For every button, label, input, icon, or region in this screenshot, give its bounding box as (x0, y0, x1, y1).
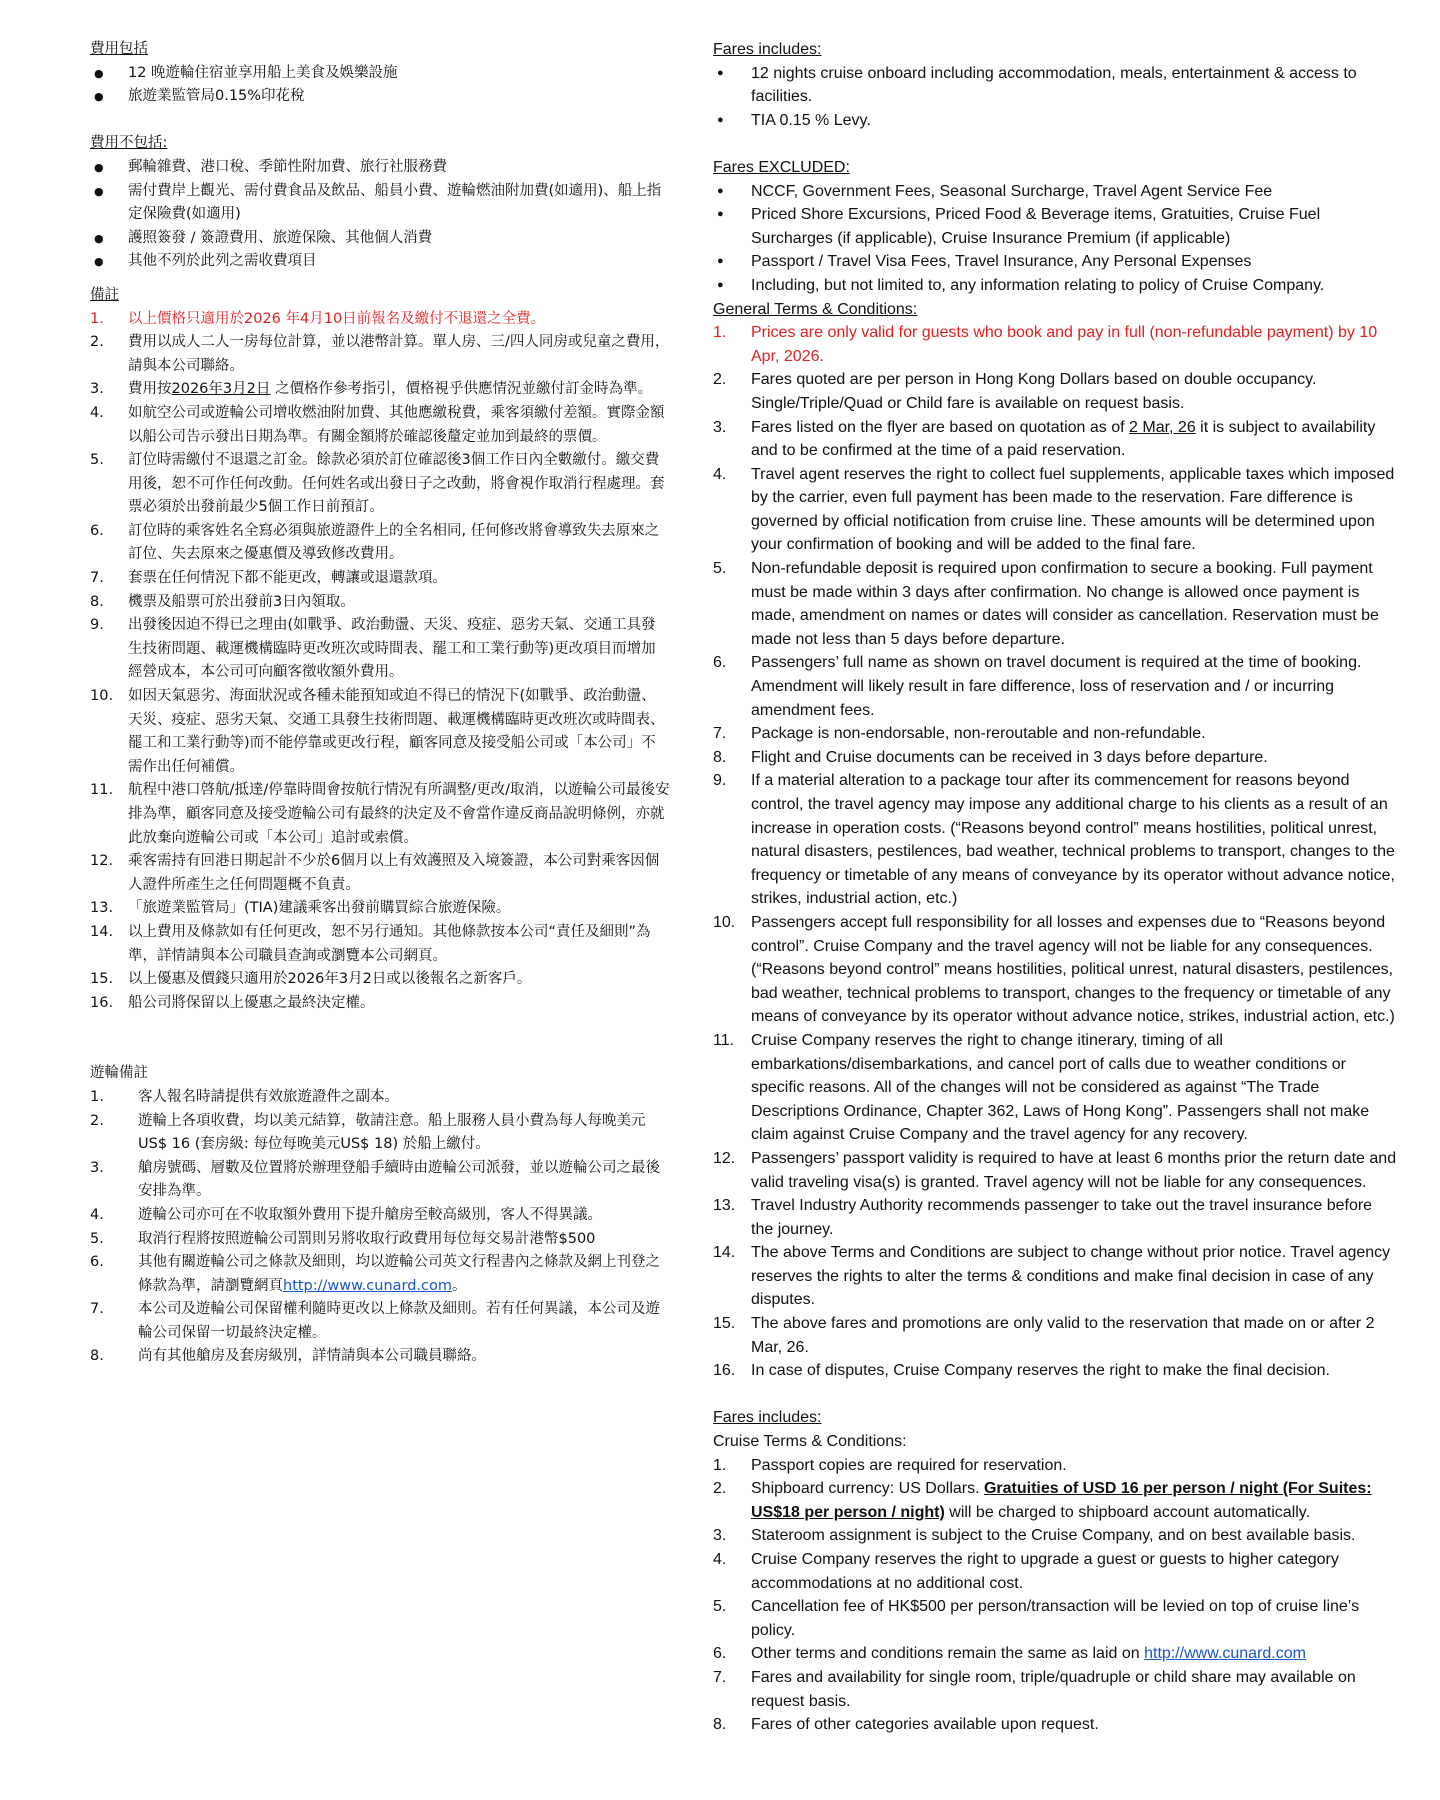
item-text: 以上優惠及價錢只適用於2026年3月2日或以後報名之新客戶。 (128, 971, 532, 988)
fares-includes-list (713, 62, 1398, 133)
list-item: ● 12 nights cruise onboard including accommodation, meals, entertainment & access to facilities. (713, 62, 1398, 109)
item-number: 5. (90, 452, 104, 469)
cunard-link[interactable]: http://www.cunard.com (1144, 1645, 1306, 1663)
list-item (90, 1251, 670, 1298)
list-item (90, 449, 670, 520)
cruise-remarks-heading: 遊輪備註 (90, 1065, 148, 1082)
remarks-list (90, 308, 670, 1016)
list-item (90, 1228, 670, 1252)
item-number: 1. (713, 1456, 727, 1474)
item-number: 4. (90, 404, 104, 421)
list-item (90, 402, 670, 449)
fares-includes-heading: Fares includes: (713, 41, 822, 58)
item-number: 10. (90, 688, 114, 705)
general-terms-list (713, 321, 1398, 1383)
item-number: 5. (90, 1230, 104, 1247)
remarks-heading: 備註 (90, 286, 119, 303)
item-text: 如因天氣惡劣、海面狀況或各種未能預知或迫不得已的情況下(如戰爭、政治動盪、天災、疫症、惡劣天氣、交通工具發生技術問題、載運機構臨時更改班次或時間表、罷工和工業行動等)而不能停靠或更改行程，顧客同意及接受船公司或「本公司」不需作出任何補償。 (128, 688, 665, 775)
item-number: 9. (90, 617, 104, 634)
item-text: 尚有其他艙房及套房級別，詳情請與本公司職員聯絡。 (138, 1348, 486, 1365)
item-text: 。 (452, 1277, 467, 1294)
list-item (713, 1642, 1398, 1666)
item-text: Package is non-endorsable, non-reroutable and non-refundable. (751, 725, 1206, 743)
item-number: 2. (713, 371, 727, 389)
item-number: 3. (90, 381, 104, 398)
item-text: 艙房號碼、層數及位置將於辦理登船手續時由遊輪公司派發，並以遊輪公司之最後安排為準。 (138, 1159, 660, 1200)
list-item (90, 520, 670, 567)
list-item (713, 1029, 1398, 1147)
item-text: Prices are only valid for guests who book and pay in full (non-refundable payment) by 10 Apr, 2026. (751, 324, 1378, 365)
item-number: 6. (90, 522, 104, 539)
list-item (90, 614, 670, 685)
item-text: Cancellation fee of HK$500 per person/transaction will be levied on top of cruise line’s policy. (751, 1598, 1360, 1639)
item-number: 16. (713, 1362, 736, 1380)
item-text: 本公司及遊輪公司保留權利隨時更改以上條款及細則。若有任何異議，本公司及遊輪公司保留一切最終決定權。 (138, 1301, 660, 1341)
item-text: 以上價格只適用於2026 年4月10日前報名及繳付不退還之全費。 (128, 310, 546, 327)
english-column (713, 38, 1398, 1737)
item-number: 11. (713, 1031, 735, 1049)
list-item (90, 1086, 670, 1110)
item-text: Shipboard currency: US Dollars. (751, 1480, 984, 1498)
item-text: 客人報名時請提供有效旅遊證件之副本。 (138, 1088, 399, 1105)
list-item: ● 其他不列於此列之需收費項目 (90, 250, 670, 274)
list-item (90, 1204, 670, 1228)
cunard-link[interactable]: http://www.cunard.com (283, 1277, 453, 1294)
list-item: ● Including, but not limited to, any information relating to policy of Cruise Company. (713, 274, 1398, 298)
list-item (713, 1595, 1398, 1642)
list-item: ● 旅遊業監管局0.15%印花稅 (90, 85, 670, 109)
item-number: 1. (90, 1088, 104, 1105)
item-text: If a material alteration to a package tour after its commencement for reasons beyond control, the travel agency may impose any additional charge to his clients as a result of an increase in operation costs. (“Reasons beyond control” means hostilities, political unrest, natural disasters, pestilences, bad weather, technical problems to transport, changes to the frequency or timetable of any means of conveyance by its operator without advance notice, strikes, industrial action, etc.) (751, 772, 1395, 908)
item-text: Fares listed on the flyer are based on quotation as of (751, 418, 1130, 436)
list-item (90, 591, 670, 615)
item-text: Cruise Company reserves the right to upgrade a guest or guests to higher category accommodations at no additional cost. (751, 1551, 1339, 1592)
list-item (90, 378, 670, 402)
item-text: The above Terms and Conditions are subject to change without prior notice. Travel agency reserves the rights to alter the terms & conditions and make final decision in case of any disputes. (751, 1244, 1391, 1309)
item-number: 8. (90, 1348, 104, 1365)
item-number: 7. (713, 1668, 727, 1686)
list-item (713, 911, 1398, 1029)
item-text: Other terms and conditions remain the same as laid on (751, 1645, 1145, 1663)
list-item (713, 769, 1398, 911)
item-number: 2. (90, 334, 104, 351)
item-number: 6. (90, 1254, 104, 1271)
cruise-remarks-list (90, 1086, 670, 1369)
list-item (90, 567, 670, 591)
item-text: Passport copies are required for reservation. (751, 1456, 1067, 1474)
item-text: 出發後因迫不得已之理由(如戰爭、政治動盪、天災、疫症、惡劣天氣、交通工具發生技術問題、載運機構臨時更改班次或時間表、罷工和工業行動等)更改項目而增加經營成本，本公司可向顧客徵收額外費用。 (128, 617, 656, 681)
list-item (90, 1298, 670, 1345)
item-text: Passengers accept full responsibility for all losses and expenses due to “Reasons beyond control”. Cruise Company and the travel agency will not be liable for any consequences. (“Reasons beyond control” means hostilities, political unrest, natural disasters, pestilences, bad weather, technical problems to transport, changes to the frequency or timetable of any means of conveyance by its operator without advance notice, strikes, industrial action, etc.) (751, 913, 1395, 1026)
item-text: Travel Industry Authority recommends passenger to take out the travel insurance before the journey. (751, 1197, 1373, 1238)
item-number: 16. (90, 994, 114, 1011)
item-number: 1. (90, 310, 104, 327)
item-text: 以上費用及條款如有任何更改，恕不另行通知。其他條款按本公司“責任及細則”為準，詳情請與本公司職員查詢或瀏覽本公司網頁。 (128, 923, 651, 964)
fares-includes-heading-2: Fares includes: (713, 1409, 822, 1427)
list-item (713, 1666, 1398, 1713)
list-item (713, 1713, 1398, 1737)
list-item (90, 1157, 670, 1204)
item-number: 11. (90, 782, 114, 799)
item-text: In case of disputes, Cruise Company reserves the right to make the final decision. (751, 1362, 1330, 1380)
item-text: 遊輪上各項收費，均以美元結算，敬請注意。船上服務人員小費為每人每晚美元US$ 16 (套房級: 每位每晚美元US$ 18) 於船上繳付。 (138, 1112, 646, 1153)
item-number: 7. (90, 1301, 104, 1318)
list-item (713, 1454, 1398, 1478)
list-item (713, 368, 1398, 415)
item-text: 「旅遊業監管局」(TIA)建議乘客出發前購買綜合旅遊保險。 (128, 900, 511, 917)
fares-excluded-heading: Fares EXCLUDED: (713, 158, 850, 176)
item-text: 船公司將保留以上優惠之最終決定權。 (128, 994, 375, 1011)
list-item (713, 1194, 1398, 1241)
list-item (713, 1359, 1398, 1383)
item-number: 13. (90, 900, 114, 917)
item-text: 如航空公司或遊輪公司增收燃油附加費、其他應繳稅費，乘客須繳付差額。實際金額以船公司告示發出日期為準。有關金額將於確認後釐定並加到最終的票價。 (128, 404, 665, 445)
item-number: 4. (713, 465, 727, 483)
list-item (90, 992, 670, 1016)
list-item (90, 897, 670, 921)
list-item (713, 1548, 1398, 1595)
list-item (90, 685, 670, 779)
list-item (90, 331, 670, 378)
list-item: ● 需付費岸上觀光、需付費食品及飲品、船員小費、遊輪燃油附加費(如適用)、船上指定保險費(如適用) (90, 180, 670, 227)
item-text: Non-refundable deposit is required upon confirmation to secure a booking. Full payment must be made within 3 days after confirmation. No change is allowed once payment is made, amendment on names or dates will consider as cancellation. Reservation must be made not less than 5 days before departure. (751, 560, 1379, 648)
list-item (713, 651, 1398, 722)
item-text: 之價格作參考指引，價格視乎供應情況並繳付訂金時為準。 (270, 381, 652, 398)
item-number: 10. (713, 913, 736, 931)
item-number: 1. (713, 324, 727, 342)
list-item (90, 779, 670, 850)
list-item (713, 1477, 1398, 1524)
item-number: 15. (90, 971, 114, 988)
underlined-date: 2 Mar, 26 (1129, 418, 1196, 436)
item-number: 14. (713, 1244, 736, 1262)
item-number: 3. (90, 1159, 104, 1176)
item-number: 5. (713, 560, 727, 578)
cruise-terms-list (713, 1454, 1398, 1737)
item-number: 8. (713, 1716, 727, 1734)
list-item: ● 郵輪雜費、港口稅、季節性附加費、旅行社服務費 (90, 156, 670, 180)
item-number: 2. (713, 1480, 727, 1498)
chinese-column (90, 38, 670, 1369)
item-number: 3. (713, 1527, 727, 1545)
item-text: 訂位時需繳付不退還之訂金。餘款必須於訂位確認後3個工作日內全數繳付。繳交費用後，恕不可作任何改動。任何姓名或出發日子之改動，將會視作取消行程處理。套票必須於出發前最少5個工作日前預訂。 (128, 452, 665, 516)
list-item (90, 308, 670, 332)
list-item: ● Priced Shore Excursions, Priced Food & Beverage items, Gratuities, Cruise Fuel Surcharges (if applicable), Cruise Insurance Premium (if applicable) (713, 203, 1398, 250)
list-item (90, 968, 670, 992)
list-item (90, 850, 670, 897)
item-number: 7. (90, 570, 104, 587)
item-text: 乘客需持有回港日期起計不少於6個月以上有效護照及入境簽證，本公司對乘客因個人證件所產生之任何問題概不負責。 (128, 853, 660, 893)
list-item (713, 321, 1398, 368)
list-item (713, 722, 1398, 746)
list-item (713, 416, 1398, 463)
list-item: ● NCCF, Government Fees, Seasonal Surcharge, Travel Agent Service Fee (713, 180, 1398, 204)
list-item (713, 1147, 1398, 1194)
item-text: 取消行程將按照遊輪公司罰則另將收取行政費用每位每交易計港幣$500 (138, 1230, 596, 1247)
item-text: Fares quoted are per person in Hong Kong Dollars based on double occupancy. Single/Triple/Quad or Child fare is available on request basis. (751, 371, 1317, 412)
list-item (713, 557, 1398, 651)
list-item (713, 463, 1398, 557)
item-number: 2. (90, 1112, 104, 1129)
item-text: Fares of other categories available upon request. (751, 1716, 1099, 1734)
item-text: will be charged to shipboard account automatically. (944, 1503, 1311, 1521)
item-number: 7. (713, 725, 727, 743)
item-text: 其他有關遊輪公司之條款及細則，均以遊輪公司英文行程書內之條款及網上刊登之條款為準，請瀏覽網頁 (138, 1254, 660, 1294)
item-text: 機票及船票可於出發前3日內領取。 (128, 593, 355, 610)
item-number: 4. (713, 1551, 727, 1568)
item-number: 6. (713, 654, 727, 672)
list-item (90, 1345, 670, 1369)
item-number: 3. (713, 418, 727, 436)
item-text: 費用以成人二人一房每位計算，並以港幣計算。單人房、三/四人同房或兒童之費用，請與本公司聯絡。 (128, 334, 670, 374)
list-item (713, 1241, 1398, 1312)
list-item: ● Passport / Travel Visa Fees, Travel Insurance, Any Personal Expenses (713, 250, 1398, 274)
item-text: 遊輪公司亦可在不收取額外費用下提升艙房至較高級別，客人不得異議。 (138, 1206, 602, 1223)
list-item: ● TIA 0.15 % Levy. (713, 109, 1398, 133)
item-number: 5. (713, 1598, 727, 1616)
gratuities-notice: Gratuities of USD 16 per person / night (For Suites: US$18 per person / night) (751, 1480, 1372, 1521)
item-number: 15. (713, 1315, 736, 1333)
excludes-list (90, 156, 670, 274)
list-item (90, 921, 670, 968)
includes-heading: 費用包括 (90, 41, 148, 57)
list-item (713, 1524, 1398, 1548)
item-text: Fares and availability for single room, triple/quadruple or child share may available on request basis. (751, 1668, 1356, 1710)
list-item (90, 1110, 670, 1157)
cruise-terms-heading: Cruise Terms & Conditions: (713, 1433, 907, 1451)
item-text: 費用按 (128, 381, 172, 398)
item-number: 8. (713, 748, 727, 766)
item-text: 航程中港口啓航/抵達/停靠時間會按航行情況有所調整/更改/取消，以遊輪公司最後安排為準，顧客同意及接受遊輪公司有最終的決定及不會當作違反商品說明條例，亦就此放棄向遊輪公司或「本公司」追討或索償。 (128, 782, 670, 846)
item-text: Travel agent reserves the right to collect fuel supplements, applicable taxes which imposed by the carrier, even full payment has been made to the reservation. Fare difference is governed by official notification from cruise line. These amounts will be determined upon your confirmation of booking and will be added to the final fare. (751, 465, 1395, 554)
item-number: 8. (90, 593, 104, 610)
list-item (713, 1312, 1398, 1359)
underlined-date: 2026年3月2日 (171, 381, 271, 398)
item-text: 訂位時的乘客姓名全寫必須與旅遊證件上的全名相同, 任何修改將會導致失去原來之訂位、失去原來之優惠價及導致修改費用。 (128, 522, 660, 563)
item-text: 套票在任何情況下都不能更改，轉讓或退還款項。 (128, 570, 447, 587)
item-text: it is subject to availability and to be confirmed at the time of a paid reservation. (751, 418, 1376, 460)
general-terms-heading: General Terms & Conditions: (713, 300, 918, 318)
fares-excluded-list (713, 180, 1398, 298)
list-item (713, 746, 1398, 770)
item-number: 9. (713, 772, 727, 790)
excludes-heading: 費用不包括: (90, 135, 168, 152)
item-text: The above fares and promotions are only valid to the reservation that made on or after 2 Mar, 26. (751, 1315, 1375, 1356)
item-text: Passengers’ passport validity is required to have at least 6 months prior the return date and valid traveling visa(s) is granted. Travel agency will not be liable for any consequences. (751, 1149, 1397, 1191)
item-number: 12. (90, 853, 114, 870)
item-number: 14. (90, 923, 114, 940)
list-item: ● 12 晚遊輪住宿並享用船上美食及娛樂設施 (90, 62, 670, 86)
item-text: Flight and Cruise documents can be received in 3 days before departure. (751, 748, 1268, 766)
item-text: Passengers’ full name as shown on travel document is required at the time of booking. Amendment will likely result in fare difference, loss of reservation and / or incurring amendment fees. (751, 654, 1362, 719)
item-number: 13. (713, 1197, 736, 1215)
item-number: 4. (90, 1206, 104, 1223)
item-number: 6. (713, 1645, 727, 1663)
item-text: Cruise Company reserves the right to change itinerary, timing of all embarkations/disembarkations, and cancel port of calls due to weather conditions or specific reasons. All of the changes will not be considered as against “The Trade Descriptions Ordinance, Chapter 362, Laws of Hong Kong”. Passengers shall not make claim against Cruise Company and the travel agency for any recovery. (751, 1031, 1370, 1144)
list-item: ● 護照簽發 / 簽證費用、旅遊保險、其他個人消費 (90, 227, 670, 251)
includes-list (90, 62, 670, 109)
item-text: Stateroom assignment is subject to the Cruise Company, and on best available basis. (751, 1527, 1356, 1545)
item-number: 12. (713, 1149, 736, 1167)
